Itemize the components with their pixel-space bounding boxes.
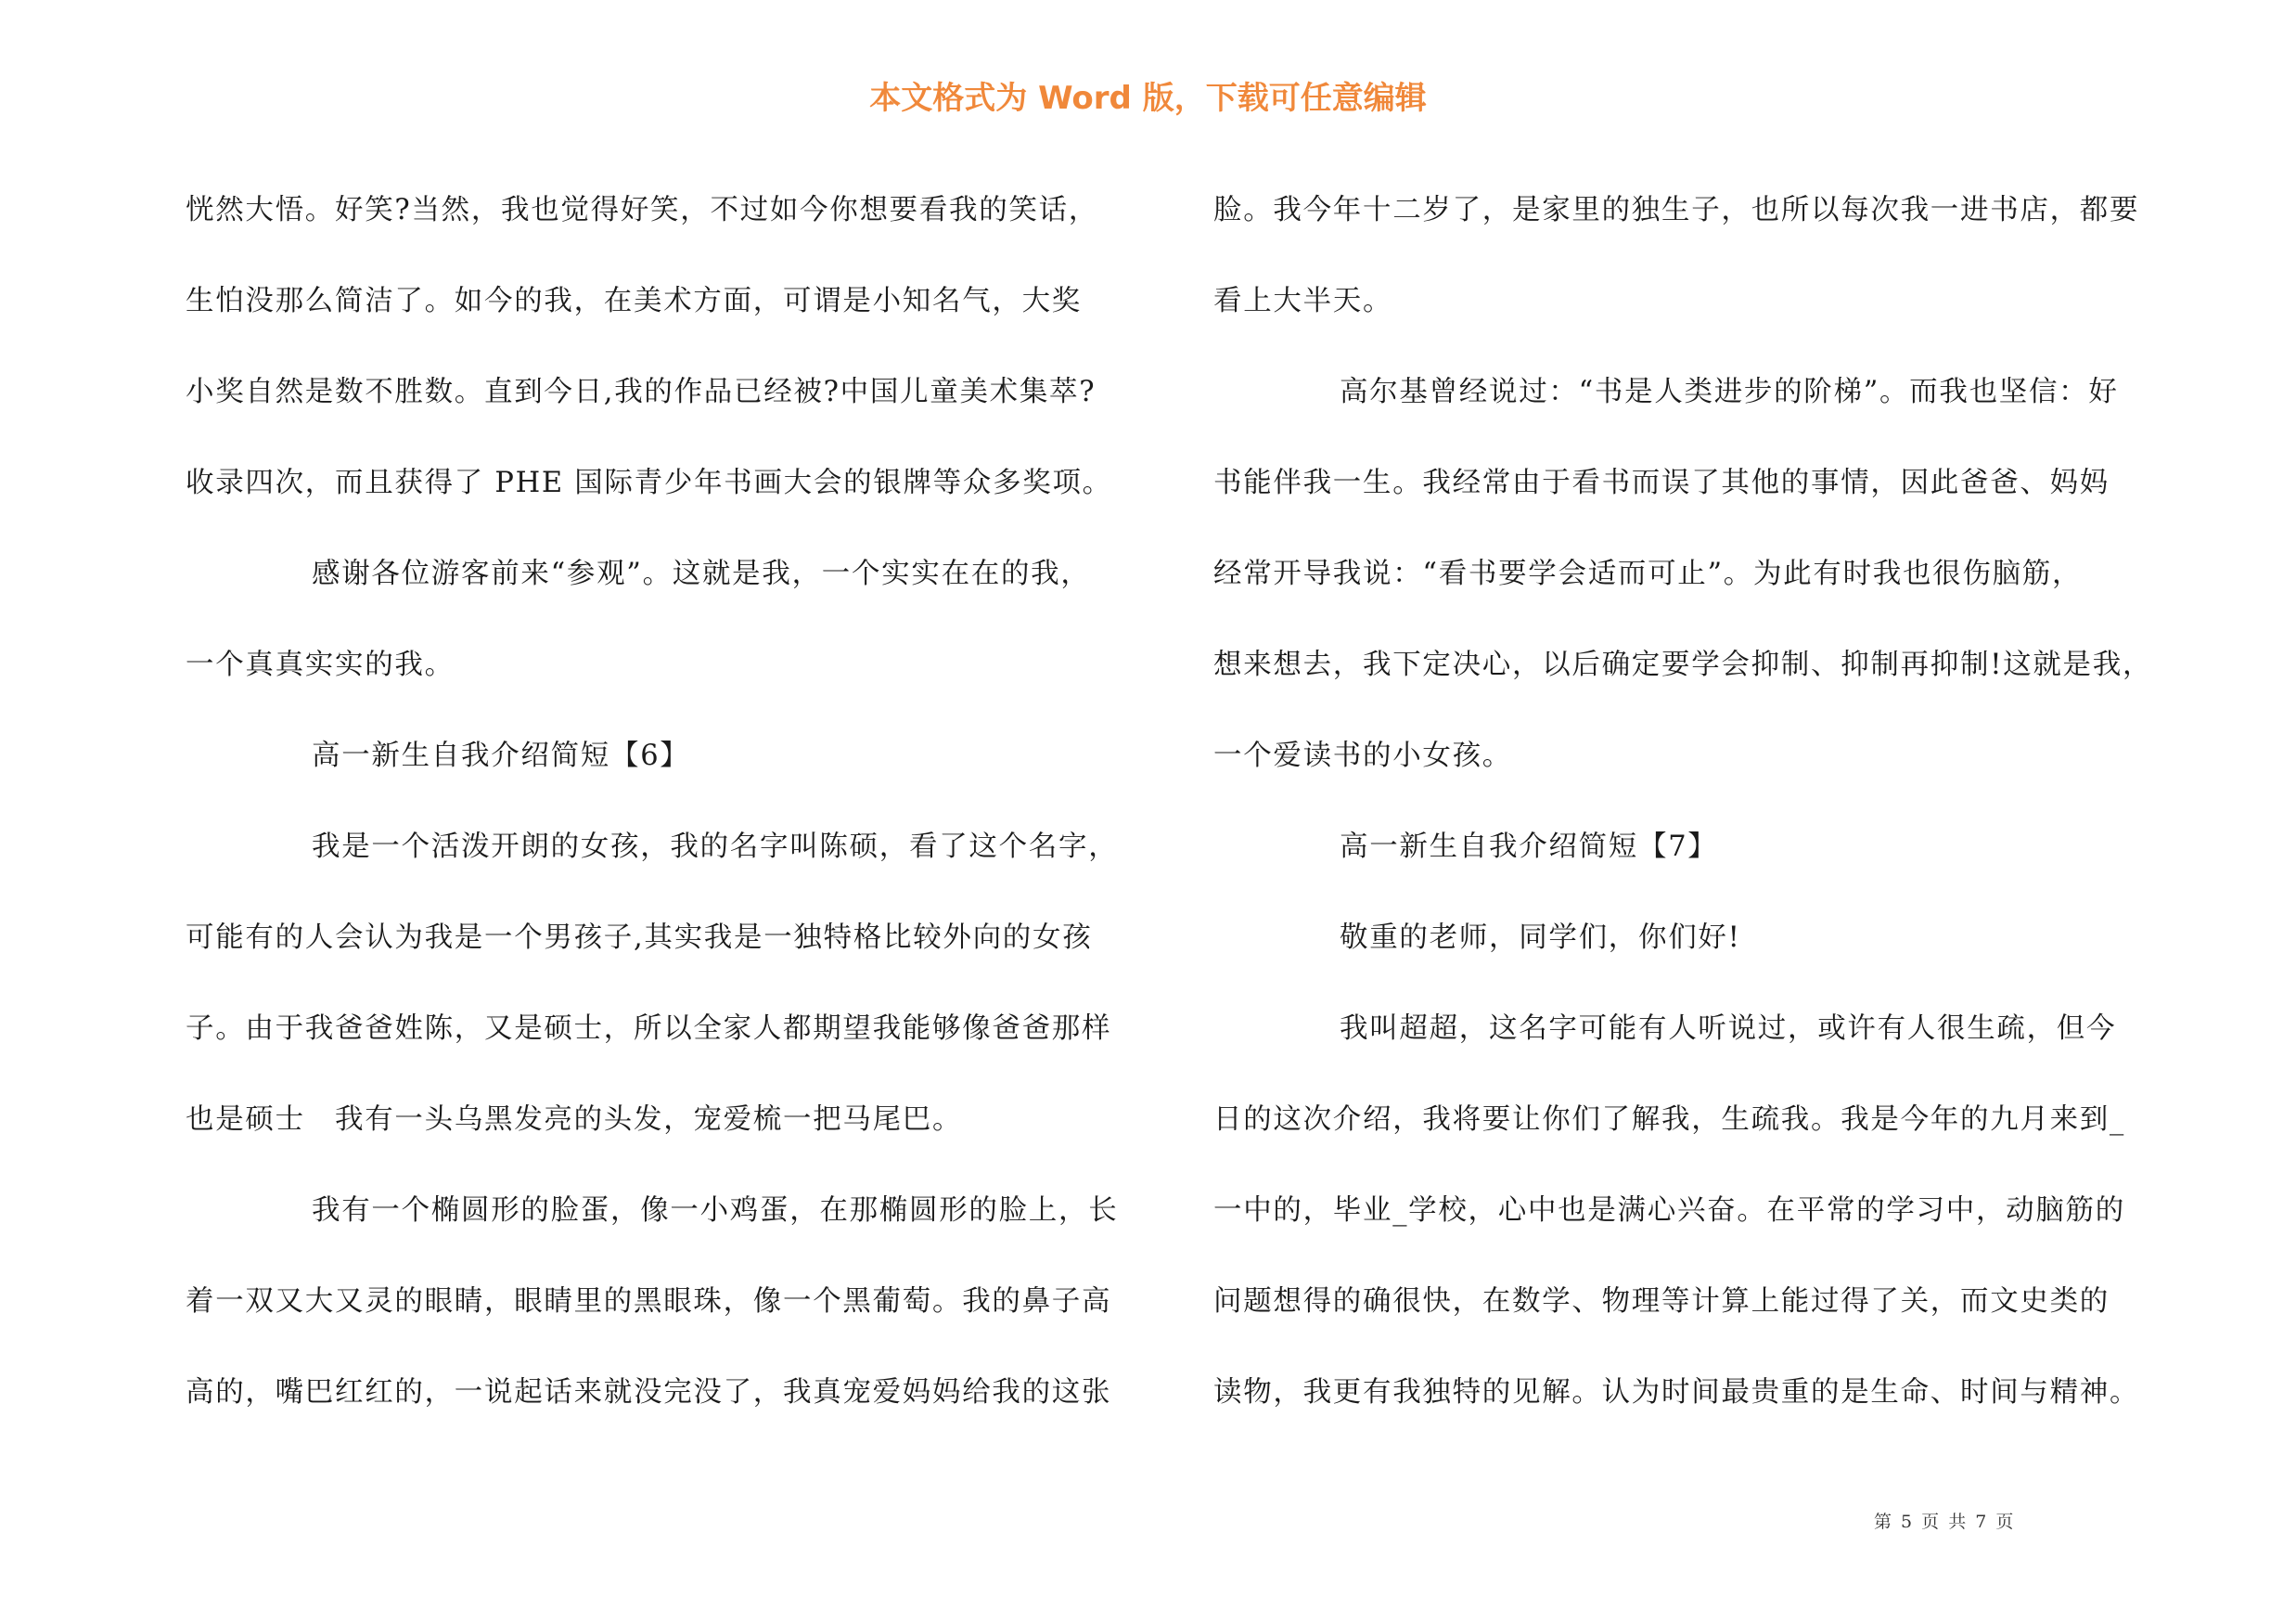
text-line: 生怕没那么简洁了。如今的我，在美术方面，可谓是小知名气，大奖 [186,285,1082,317]
page-number: 第 5 页 共 7 页 [1874,1512,2016,1532]
section-heading: 高一新生自我介绍简短【7】 [1340,831,1718,863]
text-line: 恍然大悟。好笑?当然，我也觉得好笑，不过如今你想要看我的笑话， [186,194,1099,226]
text-line: 日的这次介绍，我将要让你们了解我，生疏我。我是今年的九月来到_ [1213,1103,2125,1136]
text-line: 脸。我今年十二岁了，是家里的独生子，也所以每次我一进书店，都要 [1213,194,2140,226]
text-line: 敬重的老师，同学们，你们好! [1340,921,1741,954]
text-line: 看上大半天。 [1213,285,1393,317]
text-line: 读物，我更有我独特的见解。认为时间最贵重的是生命、时间与精神。 [1213,1376,2140,1409]
text-line: 书能伴我一生。我经常由于看书而误了其他的事情，因此爸爸、妈妈 [1213,467,2110,499]
text-line: 收录四次，而且获得了 PHE 国际青少年书画大会的银牌等众多奖项。 [186,467,1112,499]
text-line: 也是硕士 我有一头乌黑发亮的头发，宠爱梳一把马尾巴。 [186,1103,963,1136]
text-line: 高尔基曾经说过：“书是人类进步的阶梯”。而我也坚信：好 [1340,376,2119,408]
text-line: 经常开导我说：“看书要学会适而可止”。为此有时我也很伤脑筋， [1213,558,2083,590]
text-line: 一个爱读书的小女孩。 [1213,740,1512,772]
text-line: 我是一个活泼开朗的女孩，我的名字叫陈硕，看了这个名字， [312,831,1119,863]
section-heading: 高一新生自我介绍简短【6】 [312,740,690,772]
text-line: 感谢各位游客前来“参观”。这就是我，一个实实在在的我， [312,558,1091,590]
left-column [186,181,1150,1454]
text-line: 一个真真实实的我。 [186,649,455,681]
document-banner: 本文格式为 Word 版，下载可任意编辑 [869,80,1427,117]
text-line: 一中的，毕业_学校，心中也是满心兴奋。在平常的学习中，动脑筋的 [1213,1194,2125,1227]
text-line: 小奖自然是数不胜数。直到今日,我的作品已经被?中国儿童美术集萃? [186,376,1097,408]
right-column [1213,181,2183,1454]
text-line: 可能有的人会认为我是一个男孩子,其实我是一独特格比较外向的女孩 [186,921,1093,954]
text-line: 问题想得的确很快，在数学、物理等计算上能过得了关，而文史类的 [1213,1285,2110,1318]
text-line: 着一双又大又灵的眼睛，眼睛里的黑眼珠，像一个黑葡萄。我的鼻子高 [186,1285,1112,1318]
text-line: 想来想去，我下定决心，以后确定要学会抑制、抑制再抑制!这就是我， [1213,649,2153,681]
text-line: 我有一个椭圆形的脸蛋，像一小鸡蛋，在那椭圆形的脸上，长 [312,1194,1119,1227]
text-line: 高的，嘴巴红红的，一说起话来就没完没了，我真宠爱妈妈给我的这张 [186,1376,1112,1409]
text-line: 子。由于我爸爸姓陈，又是硕士，所以全家人都期望我能够像爸爸那样 [186,1012,1112,1045]
text-line: 我叫超超，这名字可能有人听说过，或许有人很生疏，但今 [1340,1012,2117,1045]
